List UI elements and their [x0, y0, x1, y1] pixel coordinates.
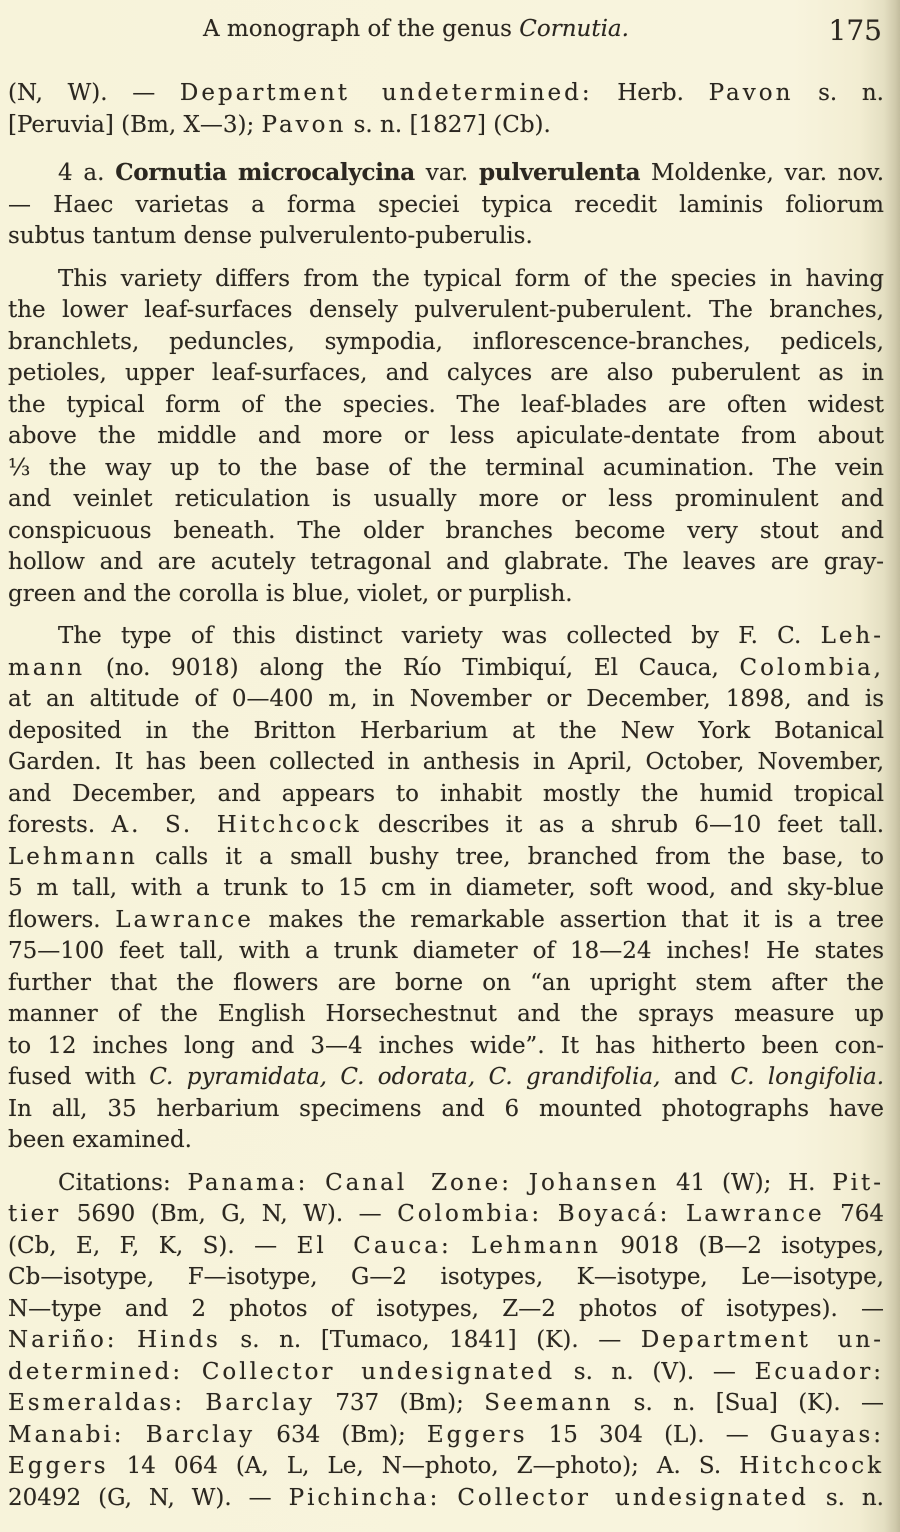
text-line — [8, 190, 884, 222]
text-run: conspicuous beneath. The older branches become very stout and — [8, 517, 884, 544]
text-run: Guayas: — [769, 1421, 884, 1448]
text-run — [542, 1201, 558, 1227]
text-run: 764 — [824, 1201, 885, 1227]
text-run: fused with — [8, 1064, 150, 1090]
text-run: Garden. It has been collected in anthesis in April, October, November, — [8, 749, 884, 775]
text-run: calls it a small bushy tree, branched from the base, to — [137, 843, 884, 870]
text-run: further that the flowers are borne on “an upright stem after the — [8, 969, 884, 996]
text-run: Pavon — [261, 111, 347, 138]
text-run: s. n. [1827] (Cb). — [346, 111, 551, 138]
text-line — [8, 421, 884, 453]
text-run: C. odorata, — [340, 1064, 476, 1090]
text-run: and — [660, 1064, 731, 1090]
text-run: 737 (Bm); — [314, 1390, 485, 1416]
text-run: Esmeraldas: — [8, 1390, 185, 1416]
text-run: and veinlet reticulation is usually more or less prominulent and — [8, 486, 884, 512]
text-line — [8, 1094, 884, 1126]
paragraph — [8, 264, 884, 611]
text-run — [452, 1233, 471, 1259]
text-run: In all, 35 herbarium specimens and 6 mounted photographs have — [8, 1095, 884, 1122]
text-line — [8, 453, 884, 485]
text-run: and December, and appears to inhabit mostly the humid tropical — [8, 780, 884, 807]
text-run: 5 m tall, with a trunk to 15 cm in diameter, soft wood, and sky-blue — [8, 875, 884, 901]
text-run: C. longifolia. — [730, 1064, 885, 1090]
text-run: El Cauca: — [296, 1232, 452, 1259]
text-run: Seemann — [484, 1390, 614, 1416]
text-run: Lehmann — [8, 843, 138, 870]
text-run: Lawrance — [685, 1201, 825, 1227]
text-run: N—type and 2 photos of isotypes, Z—2 photos of isotypes). — — [8, 1295, 884, 1322]
text-run: s. n. (V). — — [555, 1358, 755, 1385]
text-line — [8, 390, 884, 422]
text-run: (N, W). — — [8, 80, 180, 106]
text-run: Barclay — [205, 1390, 315, 1416]
text-line — [8, 358, 884, 390]
text-run: green and the corolla is blue, violet, or purplish. — [8, 580, 573, 607]
text-run: Pit- — [832, 1169, 885, 1196]
text-run: 41 (W); H. — [659, 1169, 833, 1196]
text-run: Johansen — [528, 1169, 660, 1196]
text-line — [8, 1231, 884, 1263]
text-run: Panama: — [187, 1169, 309, 1196]
text-run: [Peruvia] (Bm, X—3); — [8, 111, 262, 138]
text-run: at an altitude of 0—400 m, in November or December, 1898, and is — [8, 686, 884, 712]
text-run: describes it as a shrub 6—10 feet tall. — [361, 812, 884, 838]
text-run: Canal Zone: — [325, 1169, 513, 1196]
text-run: hollow and are acutely tetragonal and glabrate. The leaves are gray- — [8, 549, 884, 575]
text-line — [8, 779, 884, 811]
text-run: Eggers — [426, 1421, 528, 1448]
text-run: the lower leaf-surfaces densely pulverulent-puberulent. The branches, — [8, 297, 884, 323]
paragraph — [8, 1168, 884, 1515]
text-run: 9018 (B—2 isotypes, — [600, 1232, 884, 1259]
text-run: flowers. — [8, 906, 116, 933]
text-run: to 12 inches long and 3—4 inches wide”. It has hitherto been con- — [8, 1032, 884, 1059]
text-run: 15 304 (L). — — [527, 1421, 770, 1448]
text-run: C. grandifolia, — [488, 1064, 661, 1090]
text-run: This variety differs from the typical form of the species in having — [58, 265, 884, 292]
running-title-genus: Cornutia. — [519, 16, 629, 42]
text-line — [8, 968, 884, 1000]
text-line — [8, 1451, 884, 1483]
text-line — [8, 684, 884, 716]
running-title — [8, 16, 824, 42]
page-number: 175 — [828, 14, 882, 47]
text-run: Manabi: — [8, 1421, 125, 1448]
text-run: Colombia, — [739, 654, 884, 681]
text-line — [8, 999, 884, 1031]
text-line — [8, 716, 884, 748]
text-line — [8, 1262, 884, 1294]
paragraph — [8, 157, 884, 253]
text-line — [8, 810, 884, 842]
text-run: deposited in the Britton Herbarium at the New York Botanical — [8, 717, 884, 744]
text-line — [8, 1294, 884, 1326]
text-line — [8, 157, 884, 190]
text-run: 20492 (G, N, W). — — [8, 1484, 289, 1511]
text-run: petioles, upper leaf-surfaces, and calyces are also puberulent as in — [8, 360, 884, 386]
text-run: Leh- — [820, 623, 884, 649]
page-body — [8, 78, 884, 1514]
text-line — [8, 78, 884, 110]
text-run: Colombia: — [397, 1201, 543, 1227]
text-run: mann — [8, 654, 86, 681]
running-title-text: A monograph of the genus — [203, 16, 520, 42]
text-run: Ecuador: — [754, 1358, 884, 1385]
text-run: 14 064 (A, L, Le, N—photo, Z—photo); A. S. — [108, 1453, 740, 1479]
text-run — [183, 1359, 202, 1385]
text-line — [8, 327, 884, 359]
text-run: Lehmann — [471, 1232, 601, 1259]
text-run — [670, 1201, 686, 1227]
text-run: 75—100 feet tall, with a trunk diameter of 18—24 inches! He states — [8, 938, 884, 964]
text-line — [8, 264, 884, 296]
text-run: var. — [414, 160, 479, 186]
text-run — [512, 1170, 529, 1196]
text-run — [308, 1170, 325, 1196]
text-run: A. S. Hitchcock — [111, 812, 362, 838]
text-line — [8, 110, 884, 142]
text-run: Cornutia microcalycina — [115, 159, 415, 186]
text-run: subtus tantum dense pulverulento-puberulis. — [8, 223, 533, 249]
text-line — [8, 653, 884, 685]
text-run: Department undetermined: — [179, 80, 593, 106]
text-line — [8, 295, 884, 327]
text-run: Hitchcock — [739, 1453, 884, 1479]
text-run: tier — [8, 1201, 62, 1227]
text-line — [8, 1168, 884, 1200]
text-line — [8, 579, 884, 611]
text-line — [8, 905, 884, 937]
text-line — [8, 1125, 884, 1157]
text-run: 4 a. — [58, 160, 116, 186]
text-run: Hinds — [137, 1327, 221, 1353]
text-run: makes the remarkable assertion that it is a tree — [253, 906, 884, 933]
text-line — [8, 873, 884, 905]
text-run: 5690 (Bm, G, N, W). — — [61, 1201, 398, 1227]
text-run — [440, 1485, 457, 1511]
text-run — [125, 1422, 146, 1448]
text-line — [8, 1031, 884, 1063]
text-run: Herb. — [592, 80, 709, 106]
text-run: (Cb, E, F, K, S). — — [8, 1232, 297, 1259]
text-line — [8, 1420, 884, 1452]
text-run: 634 (Bm); — [255, 1421, 427, 1448]
text-run: branchlets, peduncles, sympodia, inflorescence-branches, pedicels, — [8, 328, 884, 355]
paragraph — [8, 78, 884, 141]
text-run: ⅓ the way up to the base of the terminal acumination. The vein — [8, 454, 884, 481]
text-run: The type of this distinct variety was collected by F. C. — [58, 623, 821, 649]
text-run: s. n. [Tumaco, 1841] (K). — — [220, 1327, 641, 1353]
text-run: manner of the English Horsechestnut and the sprays measure up — [8, 1001, 884, 1027]
text-run: Boyacá: — [557, 1201, 671, 1227]
text-run — [118, 1327, 138, 1353]
text-run: determined: — [8, 1358, 184, 1385]
text-line — [8, 842, 884, 874]
text-run: C. pyramidata, — [149, 1064, 327, 1090]
text-line — [8, 621, 884, 653]
text-run: Collector undesignated — [457, 1484, 809, 1511]
text-run: forests. — [8, 812, 112, 838]
text-line — [8, 747, 884, 779]
text-line — [8, 1062, 884, 1094]
text-line — [8, 1357, 884, 1389]
text-line — [8, 221, 884, 253]
text-run: Moldenke, var. nov. — [640, 160, 885, 186]
text-run: the typical form of the species. The leaf-blades are often widest — [8, 391, 884, 418]
text-run — [475, 1064, 488, 1090]
text-run: s. n. — [793, 80, 884, 106]
text-line — [8, 1388, 884, 1420]
text-run: Lawrance — [115, 906, 254, 933]
text-run: been examined. — [8, 1127, 192, 1153]
text-run: Department un- — [640, 1327, 884, 1353]
text-run — [327, 1064, 340, 1090]
text-run: Citations: — [58, 1169, 188, 1196]
text-run: s. n. — [808, 1484, 884, 1511]
text-run: Collector undesignated — [201, 1358, 556, 1385]
text-line — [8, 1483, 884, 1515]
text-run: (no. 9018) along the Río Timbiquí, El Cauca, — [85, 654, 740, 681]
text-run: s. n. [Sua] (K). — — [613, 1390, 885, 1416]
text-run: Barclay — [145, 1421, 256, 1448]
text-run: above the middle and more or less apiculate-dentate from about — [8, 423, 884, 449]
text-run: Nariño: — [8, 1327, 118, 1353]
text-run: Pavon — [708, 80, 794, 106]
text-run — [185, 1390, 205, 1416]
paragraph — [8, 621, 884, 1157]
text-line — [8, 1199, 884, 1231]
running-header — [8, 16, 884, 50]
text-run: Eggers — [8, 1453, 109, 1479]
text-line — [8, 516, 884, 548]
text-line — [8, 547, 884, 579]
text-line — [8, 484, 884, 516]
text-line — [8, 1325, 884, 1357]
text-run: pulverulenta — [479, 159, 641, 186]
text-line — [8, 936, 884, 968]
text-run: — Haec varietas a forma speciei typica recedit laminis foliorum — [8, 191, 884, 218]
text-run: Pichincha: — [288, 1484, 441, 1511]
text-run: Cb—isotype, F—isotype, G—2 isotypes, K—isotype, Le—isotype, — [8, 1264, 884, 1290]
